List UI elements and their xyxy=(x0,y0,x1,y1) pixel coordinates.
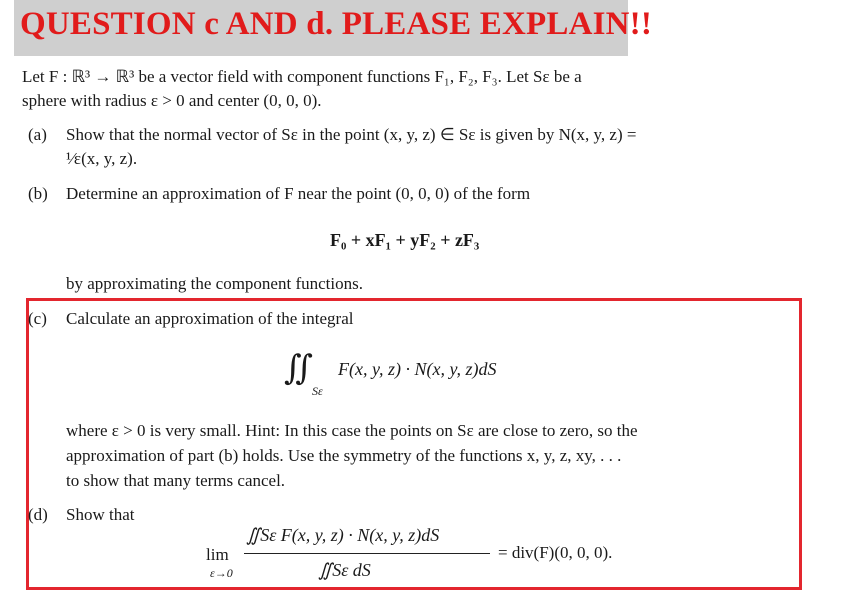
banner-title: QUESTION c AND d. PLEASE EXPLAIN!! xyxy=(20,6,653,42)
part-c-line-1: Calculate an approximation of the integral xyxy=(66,309,354,328)
part-c xyxy=(28,308,353,330)
part-d-fraction-line xyxy=(244,553,490,554)
part-d xyxy=(28,504,134,526)
part-b xyxy=(28,183,530,205)
part-c-integrand: F(x, y, z) · N(x, y, z)dS xyxy=(338,359,497,379)
part-b-formula: F₀ + xF₁ + yF₂ + zF₃ xyxy=(330,230,480,250)
part-d-line-1: Show that xyxy=(66,505,135,524)
question-banner xyxy=(14,0,653,56)
intro-line-2: sphere with radius ε > 0 and center (0, 0, 0). xyxy=(22,91,322,110)
intro-line-1: Let F : ℝ³ → ℝ³ be a vector field with component functions F₁, F₂, F₃. Let Sε be a xyxy=(22,67,582,86)
part-d-numerator: ∬Sε F(x, y, z) · N(x, y, z)dS xyxy=(246,525,440,545)
part-d-rhs: = div(F)(0, 0, 0). xyxy=(498,543,613,562)
part-d-lim: lim xyxy=(206,545,229,564)
part-d-label: (d) xyxy=(28,505,48,524)
part-d-denominator: ∬Sε dS xyxy=(318,560,371,580)
part-c-label: (c) xyxy=(28,309,47,328)
part-d-lim-subscript: ε→0 xyxy=(210,566,233,580)
part-a xyxy=(28,124,636,146)
part-a-line-1: Show that the normal vector of Sε in the point (x, y, z) ∈ Sε is given by N(x, y, z) = xyxy=(66,125,637,144)
part-c-integral-sign: ∬ xyxy=(284,348,313,388)
part-c-hint-line-1: where ε > 0 is very small. Hint: In this case the points on Sε are close to zero, so the xyxy=(66,421,638,440)
highlight-box xyxy=(26,298,802,590)
part-b-line-1: Determine an approximation of F near the point (0, 0, 0) of the form xyxy=(66,184,531,203)
part-a-label: (a) xyxy=(28,125,47,144)
part-a-line-2: ¹⁄ε(x, y, z). xyxy=(66,149,138,168)
part-c-hint-line-2: approximation of part (b) holds. Use the symmetry of the functions x, y, z, xy, . . . xyxy=(66,446,622,465)
part-b-label: (b) xyxy=(28,184,48,203)
part-b-line-2: by approximating the component functions. xyxy=(66,274,363,293)
part-c-hint-line-3: to show that many terms cancel. xyxy=(66,471,286,490)
part-c-integral-subscript: Sε xyxy=(312,384,323,398)
